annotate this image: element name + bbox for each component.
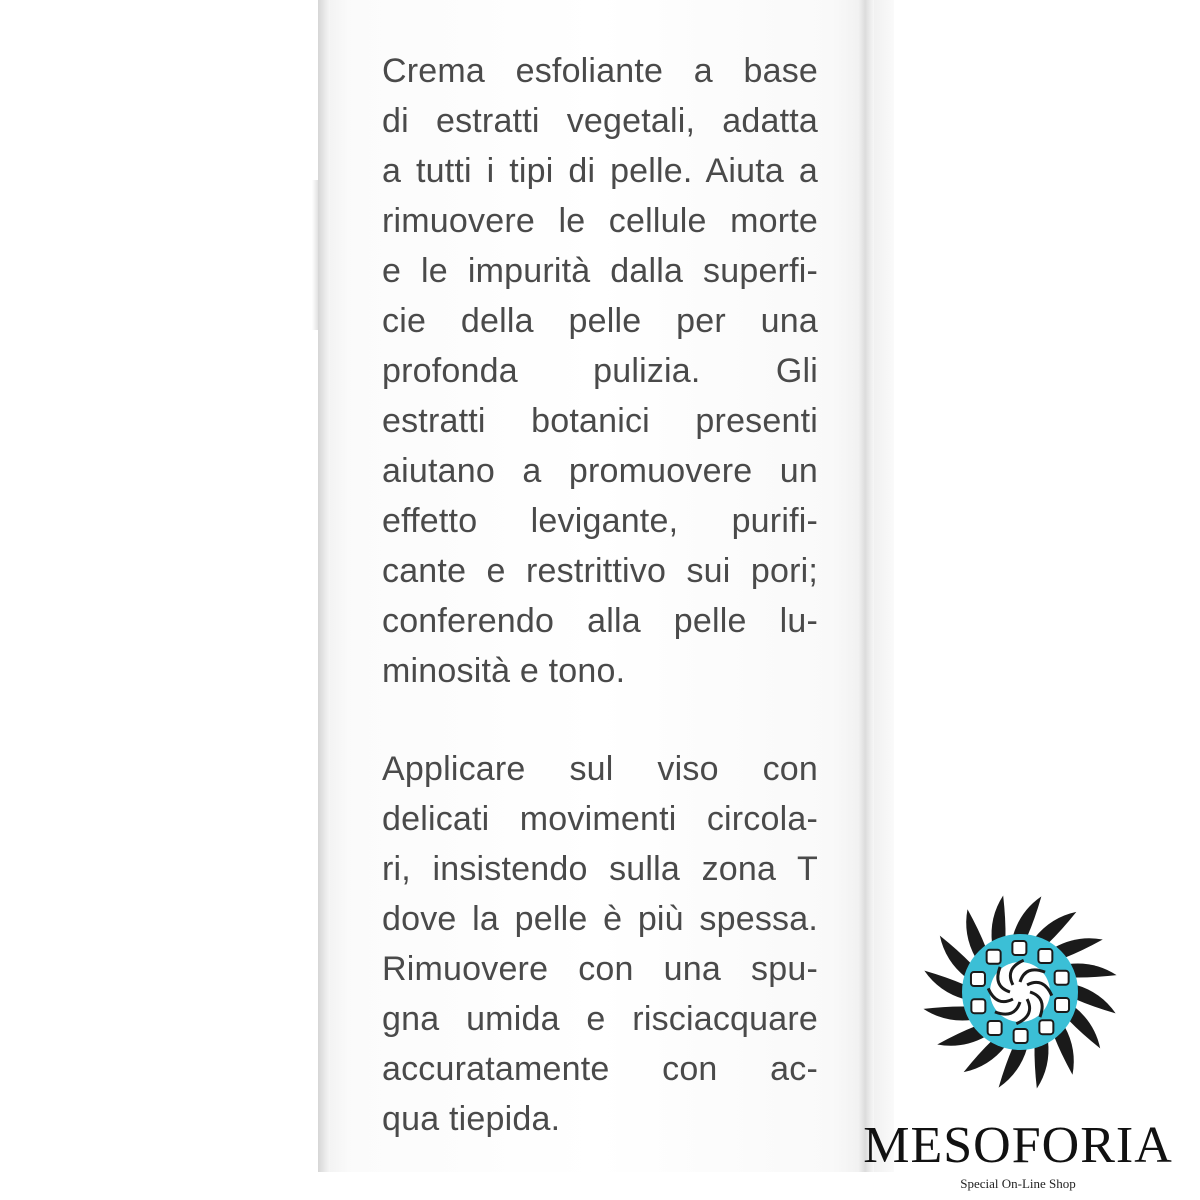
logo-bead	[1014, 1029, 1028, 1043]
logo-ray	[923, 1006, 971, 1020]
logo-bead	[987, 950, 1001, 964]
box-edge-left	[318, 0, 330, 1172]
box-crease	[312, 180, 318, 330]
text-line: Applicare sul viso con	[382, 750, 818, 788]
text-line: rimuovere le cellule morte	[382, 202, 818, 240]
text-line: estratti botanici presenti	[382, 402, 818, 440]
usage-paragraph	[382, 744, 818, 1144]
text-line: conferendo alla pelle lu-	[382, 602, 818, 640]
text-line: di estratti vegetali, adatta	[382, 102, 818, 140]
text-line: delicati movimenti circola-	[382, 800, 818, 838]
text-line: aiutano a promuovere un	[382, 452, 818, 490]
logo-bead	[1038, 949, 1052, 963]
sun-ring-logo-icon	[920, 890, 1120, 1100]
text-line: profonda pulizia. Gli	[382, 352, 818, 390]
text-line: dove la pelle è più spessa.	[382, 900, 818, 938]
logo-bead	[988, 1021, 1002, 1035]
logo-bead	[971, 972, 985, 986]
logo-ray	[992, 895, 1006, 943]
brand-name: MESOFORIA	[863, 1117, 1173, 1174]
logo-ray	[1076, 985, 1116, 1014]
text-line: cante e restrittivo sui pori;	[382, 552, 818, 590]
text-line: gna umida e risciacquare	[382, 1000, 818, 1038]
logo-bead	[971, 999, 985, 1013]
logo-bead	[1039, 1020, 1053, 1034]
logo-ray	[1069, 964, 1117, 978]
text-line: a tutti i tipi di pelle. Aiuta a	[382, 152, 818, 190]
text-line: cie della pelle per una	[382, 302, 818, 340]
text-line: Crema esfoliante a base	[382, 52, 818, 90]
text-line: e le impurità dalla superfi-	[382, 252, 818, 290]
text-line: qua tiepida.	[382, 1100, 561, 1138]
text-line: accuratamente con ac-	[382, 1050, 818, 1088]
logo-ray	[999, 1048, 1028, 1088]
logo-ray	[1034, 1041, 1048, 1089]
text-line: Rimuovere con una spu-	[382, 950, 818, 988]
brand-tagline: Special On-Line Shop	[960, 1176, 1076, 1191]
text-line: ri, insistendo sulla zona T	[382, 850, 818, 888]
logo-ray	[1013, 896, 1042, 936]
box-side-right	[874, 0, 894, 1172]
logo-ray	[924, 971, 964, 1000]
text-line: minosità e tono.	[382, 652, 626, 690]
logo-bead	[1012, 941, 1026, 955]
box-edge-right	[858, 0, 874, 1172]
description-paragraph	[382, 46, 818, 696]
logo-bead	[1055, 971, 1069, 985]
text-line: effetto levigante, purifi-	[382, 502, 818, 540]
logo-bead	[1055, 998, 1069, 1012]
